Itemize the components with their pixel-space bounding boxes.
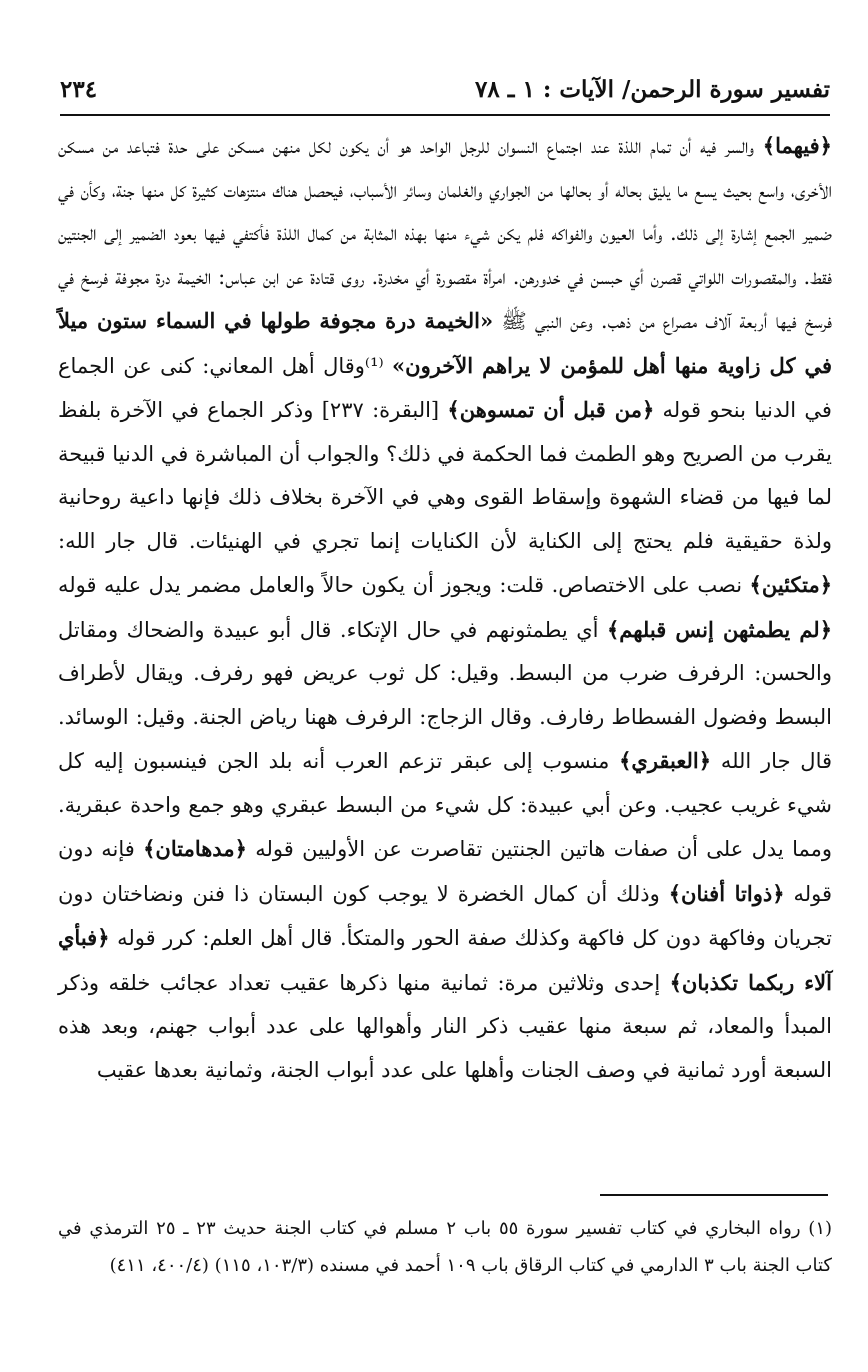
text-run: [البقرة: ٢٣٧] وذكر الجماع في الآخرة بلفظ يقرب من الصريح وهو الطمث فما الحكمة في ذلك؟ والجواب أن المباشرة في الدنيا قبيحة لما فيها من قضاء الشهوة وإسقاط القوى وهي في الآخرة بخلاف ذلك فإنها داعية روحانية ولذة حقيقية فلم يحتج إلى الكناية لأن الكنايات إنما تجري في الهنيئات. قال جار الله: — [58, 398, 832, 553]
quran-quote: ﴿ذواتا أفنان﴾ — [668, 880, 785, 906]
quran-quote: ﴿فيهما﴾ — [762, 133, 832, 158]
running-header — [60, 72, 830, 112]
hadith-quote: «الخيمة درة مجوفة طولها في السماء ستون ميلاً في كل زاوية منها أهل للمؤمن لا يراهم الآخرون» — [58, 308, 832, 378]
footnote — [58, 1210, 832, 1284]
body-text — [58, 124, 832, 1084]
footnote-rule — [600, 1194, 828, 1196]
quran-quote: ﴿العبقري﴾ — [619, 748, 712, 773]
header-title: تفسير سورة الرحمن/ الآيات : ١ ـ ٧٨ — [475, 76, 830, 103]
text-run: وذلك أن كمال الخضرة لا يوجب كون البستان ذا فنن ونضاختان دون تجريان وفاكهة دون كل فاكهة وكذلك صفة الحور والمتكأ. قال أهل العلم: كرر قوله — [58, 881, 832, 950]
text-run: والسر فيه أن تمام اللذة عند اجتماع النسوان للرجل الواحد هو أن يكون لكل منهن مسكن على حدة فتباعد من مسكن الأخرى، واسع بحيث يسع ما يليق بحاله أو بحالها من الجواري والغلمان وسائر الأسباب، فيحصل هناك منتزهات كثيرة كل منها جنة، وكأن في ضمير الجمع إشارة إلى ذلك. وأما العيون والفواكه فلم يكن شيء منها بهذه المثابة من كمال اللذة فأكتفي فيها بعود الضمير إلى الجنتين فقط. والمقصورات اللواتي قصرن أي حبسن في خدورهن. امرأة مقصورة أي مخدرة. روى قتادة عن ابن عباس: الخيمة درة مجوفة فرسخ في فرسخ فيها أربعة آلاف مصراع من ذهب. وعن النبي ﷺ — [58, 134, 832, 333]
quran-quote: ﴿متكئين﴾ — [749, 572, 832, 597]
text-run: ⁽¹⁾وقال أهل المعاني: كنى عن الجماع في الدنيا بنحو قوله — [58, 353, 832, 422]
quran-quote: ﴿فبأي آلاء ربكما تكذبان﴾ — [58, 925, 832, 995]
text-run: أي يطمثونهم في حال الإتكاء. قال أبو عبيدة والضحاك ومقاتل والحسن: الرفرف ضرب من البسط. وقيل: كل ثوب عريض فهو رفرف. ويقال لأطراف البسط وفضول الفسطاط رفارف. وقال الزجاج: الرفرف ههنا رياض الجنة. وقيل: الوسائد. قال جار الله — [58, 617, 833, 773]
text-run: نصب على الاختصاص. قلت: ويجوز أن يكون حالاً والعامل مضمر يدل عليه قوله — [58, 573, 750, 597]
quran-quote: ﴿لم يطمثهن إنس قبلهم﴾ — [606, 616, 832, 642]
quran-quote: ﴿من قبل أن تمسوهن﴾ — [447, 397, 655, 422]
text-run: فإنه دون قوله — [58, 837, 832, 906]
body-paragraph — [58, 124, 832, 1092]
header-rule — [60, 114, 830, 116]
footnote-text: (١) رواه البخاري في كتاب تفسير سورة ٥٥ باب ٢ مسلم في كتاب الجنة حديث ٢٣ ـ ٢٥ الترمذي في كتاب الجنة باب ٣ الدارمي في كتاب الرقاق باب ١٠٩ أحمد في مسنده (١٠٣/٣، ١١٥) (٤٠٠/٤، ٤١١) — [58, 1218, 833, 1276]
quran-quote: ﴿مدهامتان﴾ — [143, 836, 247, 861]
text-run: منسوب إلى عبقر تزعم العرب أنه بلد الجن فينسبون إليه كل شيء غريب عجيب. وعن أبي عبيدة: كل شيء من البسط عبقري وهو جمع واحدة عبقرية. ومما يدل على أن صفات هاتين الجنتين تقاصرت عن الأوليين قوله — [58, 749, 832, 861]
page-number: ٢٣٤ — [60, 76, 98, 103]
text-run: إحدى وثلاثين مرة: ثمانية منها ذكرها عقيب تعداد عجائب خلقه وذكر المبدأ والمعاد، ثم سبعة منها عقيب ذكر النار وأهوالها على عدد أبواب جهنم، وبعد هذه السبعة أورد ثمانية في وصف الجنات وأهلها على عدد أبواب الجنة، وثمانية بعدها عقيب — [58, 970, 832, 1082]
